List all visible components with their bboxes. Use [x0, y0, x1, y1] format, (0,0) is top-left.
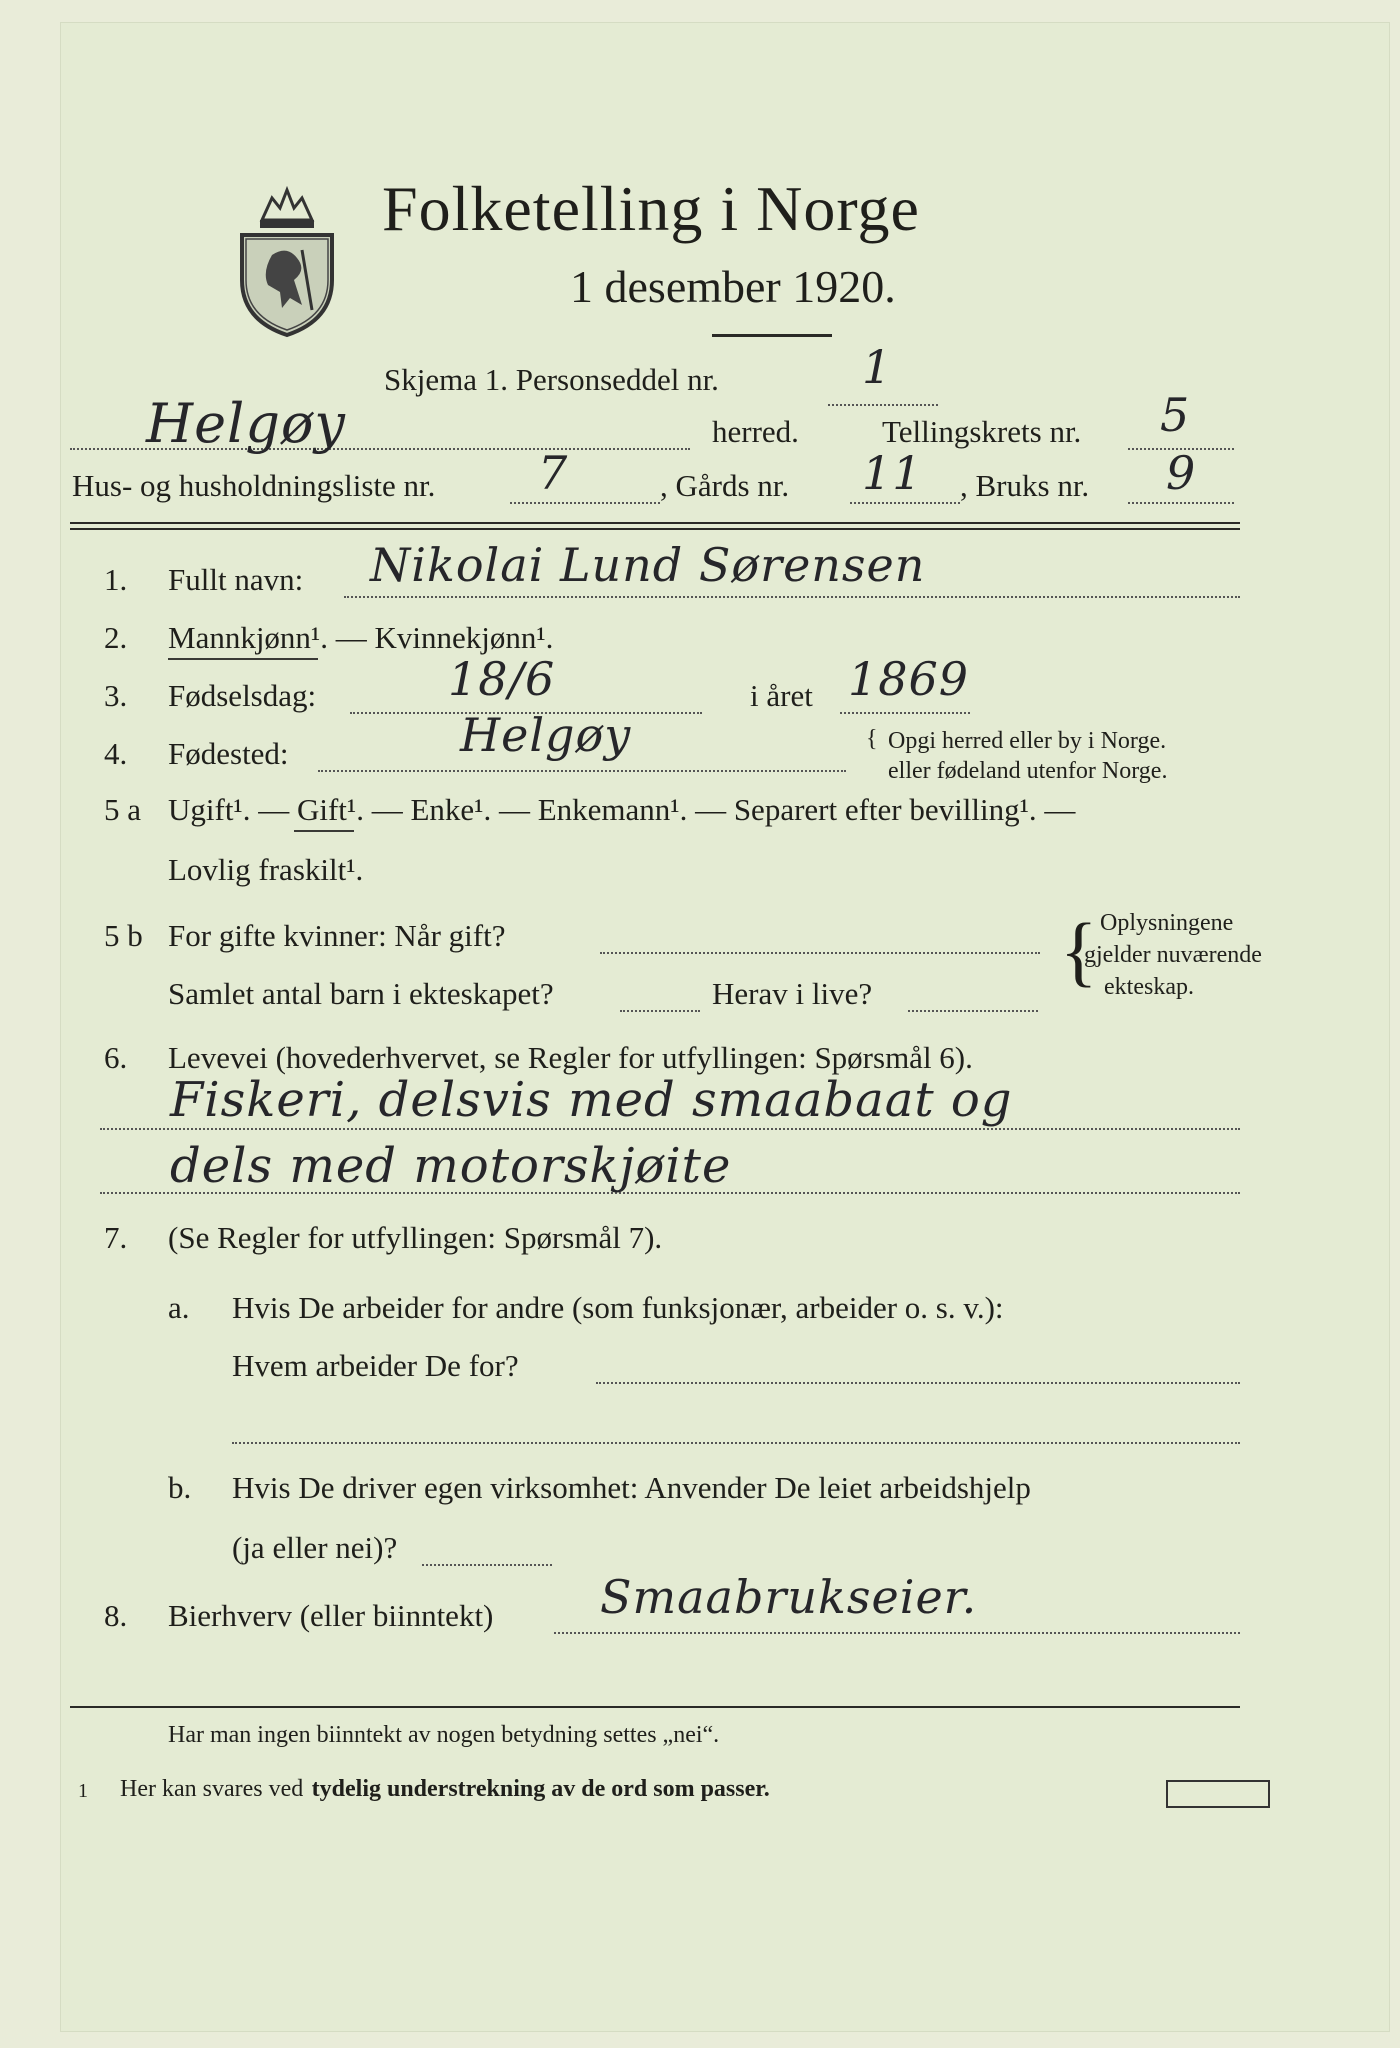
civil-gift: Gift¹.	[296, 792, 364, 827]
footnote-text: Her kan svares ved	[120, 1776, 304, 1802]
mann-underline	[168, 658, 318, 660]
gender-line	[168, 620, 553, 656]
civil-rest: — Enke¹. — Enkemann¹. — Separert efter bevilling¹. —	[363, 792, 1076, 827]
q5b-dots-3	[908, 1010, 1038, 1012]
gender-kvinne: Kvinnekjønn¹.	[374, 620, 554, 655]
q5b-number: 5 b	[104, 918, 143, 953]
herred-label: herred.	[712, 414, 799, 449]
q8-label: Bierhverv (eller biinntekt)	[168, 1598, 494, 1633]
census-form	[60, 22, 1390, 2032]
q7a-letter: a.	[168, 1290, 190, 1325]
birthplace-brace: {	[866, 726, 878, 752]
tellingskrets-label: Tellingskrets nr.	[882, 414, 1082, 449]
q5b-line2a: Samlet antal barn i ekteskapet?	[168, 976, 554, 1011]
year-label: i året	[750, 678, 813, 713]
gards-dots	[850, 502, 960, 504]
gender-mann: Mannkjønn¹.	[168, 620, 328, 655]
q5b-dots-1	[600, 952, 1040, 954]
footnote-number: 1	[78, 1780, 88, 1802]
q4-number: 4.	[104, 736, 128, 771]
q5b-note-3: ekteskap.	[1104, 974, 1194, 1000]
q5a-number: 5 a	[104, 792, 142, 827]
q4-dots	[318, 770, 846, 772]
civil-line-2: Lovlig fraskilt¹.	[168, 852, 364, 887]
birthday-value: 18/6	[448, 652, 556, 706]
bottom-rule	[70, 1706, 1240, 1708]
q5b-line2b: Herav i live?	[712, 976, 873, 1011]
q7a-question: Hvem arbeider De for?	[232, 1348, 519, 1383]
hus-dots	[510, 502, 660, 504]
coat-of-arms-icon	[232, 180, 342, 340]
gift-underline	[294, 830, 354, 832]
q6-number: 6.	[104, 1040, 128, 1075]
secondary-income-value: Smaabrukseier.	[600, 1570, 978, 1624]
full-name-value: Nikolai Lund Sørensen	[370, 538, 926, 592]
q7-label: (Se Regler for utfyllingen: Spørsmål 7).	[168, 1220, 663, 1255]
q8-dots	[554, 1632, 1240, 1634]
skjema-value: 1	[862, 340, 893, 394]
printer-stamp	[1166, 1780, 1270, 1808]
birthplace-value: Helgøy	[460, 708, 632, 762]
gards-label: , Gårds nr.	[660, 468, 790, 503]
q3-number: 3.	[104, 678, 128, 713]
form-title: Folketelling i Norge	[382, 173, 920, 244]
q4-note-2: eller fødeland utenfor Norge.	[888, 758, 1168, 784]
q7b-letter: b.	[168, 1470, 192, 1505]
skjema-label: Skjema 1. Personseddel nr.	[384, 362, 719, 397]
q1-dots	[344, 596, 1240, 598]
skjema-dots	[828, 404, 938, 406]
q5b-dots-2	[620, 1010, 700, 1012]
q6-dots-1	[100, 1128, 1240, 1130]
hus-label: Hus- og husholdningsliste nr.	[72, 468, 436, 503]
q7a-dots-1	[596, 1382, 1240, 1384]
bruks-value: 9	[1166, 446, 1197, 500]
q6-label: Levevei (hovederhvervet, se Regler for utfyllingen: Spørsmål 6).	[168, 1040, 973, 1075]
q1-number: 1.	[104, 562, 128, 597]
footnote	[120, 1776, 770, 1803]
q8-number: 8.	[104, 1598, 128, 1633]
civil-ugift: Ugift¹.	[168, 792, 251, 827]
header-rule-1	[70, 522, 1240, 524]
herred-value: Helgøy	[146, 392, 346, 455]
q7b-question: (ja eller nei)?	[232, 1530, 398, 1565]
q4-label: Fødested:	[168, 736, 289, 771]
gards-value: 11	[862, 446, 923, 500]
q7b-text: Hvis De driver egen virksomhet: Anvender De leiet arbeidshjelp	[232, 1470, 1031, 1505]
q7a-text: Hvis De arbeider for andre (som funksjonær, arbeider o. s. v.):	[232, 1290, 1004, 1325]
q4-note-1: Opgi herred eller by i Norge.	[888, 728, 1167, 754]
tellingskrets-value: 5	[1160, 388, 1191, 442]
q5b-note-2: gjelder nuværende	[1084, 942, 1262, 968]
occupation-line-2: dels med motorskjøite	[170, 1138, 732, 1194]
q7b-dots	[422, 1564, 552, 1566]
q1-label: Fullt navn:	[168, 562, 304, 597]
title-divider	[712, 334, 832, 337]
civil-status-line	[168, 792, 1075, 828]
q5b-brace: {	[1060, 907, 1098, 994]
q5b-note-1: Oplysningene	[1100, 910, 1234, 936]
q3-label: Fødselsdag:	[168, 678, 317, 713]
bruks-label: , Bruks nr.	[960, 468, 1090, 503]
civil-dash: —	[250, 792, 297, 827]
census-date: 1 desember 1920.	[570, 261, 896, 312]
birth-year-value: 1869	[848, 652, 970, 706]
q7-number: 7.	[104, 1220, 128, 1255]
gender-sep: —	[327, 620, 375, 655]
q7a-dots-2	[232, 1442, 1240, 1444]
q5b-line1: For gifte kvinner: Når gift?	[168, 918, 506, 953]
no-income-note: Har man ingen biinntekt av nogen betydning settes „nei“.	[168, 1722, 720, 1748]
hus-value: 7	[538, 446, 569, 500]
year-dots	[840, 712, 970, 714]
q2-number: 2.	[104, 620, 128, 655]
bruks-dots	[1128, 502, 1234, 504]
header-rule-2	[70, 528, 1240, 530]
footnote-bold: tydelig understrekning av de ord som passer.	[311, 1776, 770, 1802]
occupation-line-1: Fiskeri, delsvis med smaabaat og	[170, 1072, 1013, 1128]
